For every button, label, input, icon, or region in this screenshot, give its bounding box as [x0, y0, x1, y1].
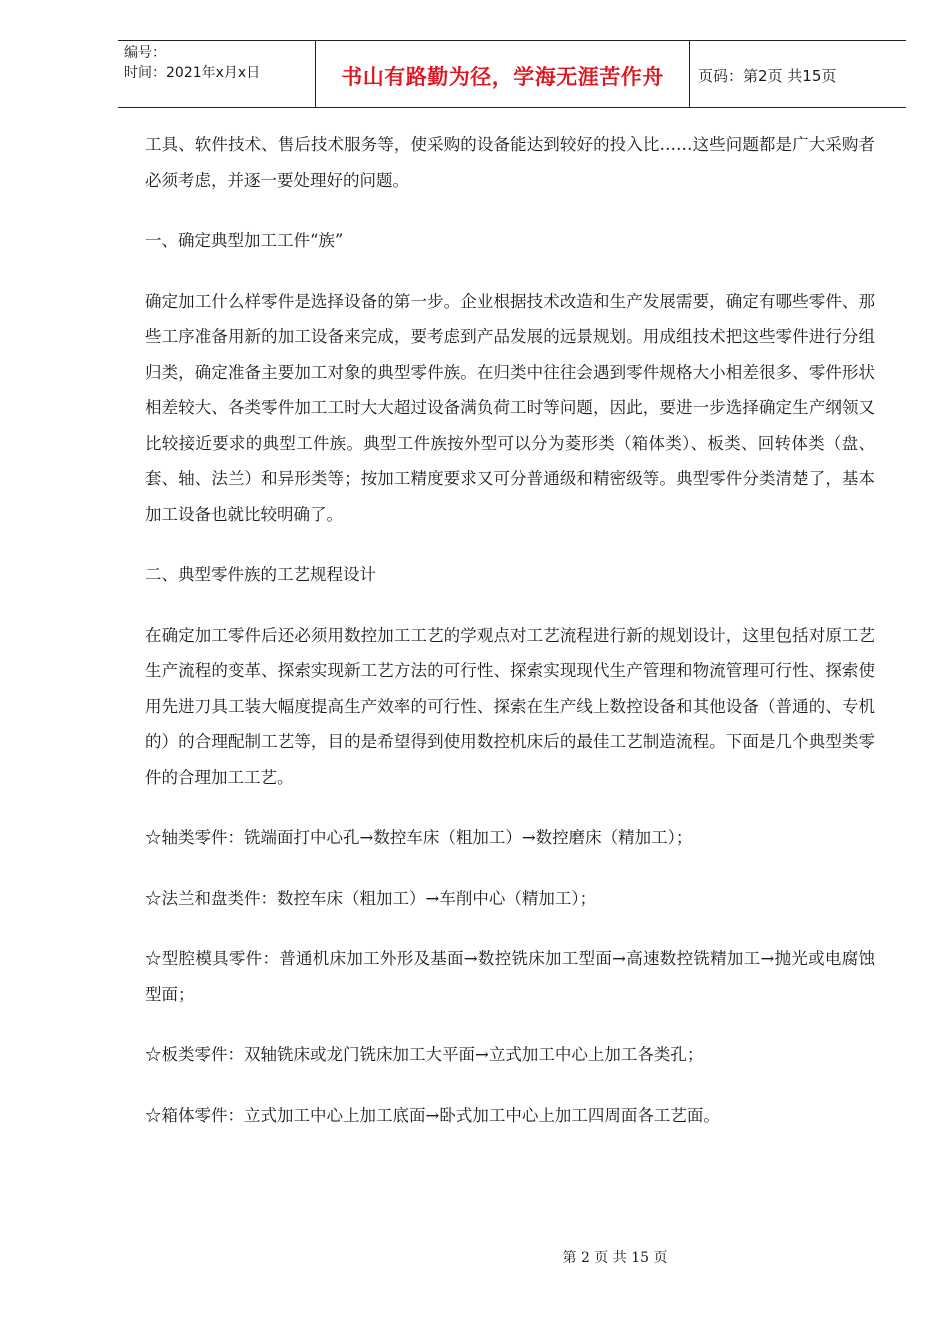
list-item-plate-parts: ☆板类零件：双轴铣床或龙门铣床加工大平面→立式加工中心上加工各类孔；: [145, 1045, 704, 1064]
serial-number-label: 编号：: [124, 45, 166, 61]
paragraph-process-design: 在确定加工零件后还必须用数控加工工艺的学观点对工艺流程进行新的规划设计，这里包括对原工艺生产流程的变革、探索实现新工艺方法的可行性、探索实现现代生产管理和物流管理可行性、探索使用先进刀具工装大幅度提高生产效率的可行性、探索在生产线上数控设备和其他设备（普通的、专机的）的合理配制工艺等，目的是希望得到使用数控机床后的最佳工艺制造流程。下面是几个典型类零件的合理加工工艺。: [145, 625, 875, 787]
list-item-box-parts: ☆箱体零件：立式加工中心上加工底面→卧式加工中心上加工四周面各工艺面。: [145, 1105, 720, 1125]
header-motto: 书山有路勤为径，学海无涯苦作舟: [316, 41, 690, 107]
list-item-shaft-parts: ☆轴类零件：铣端面打中心孔→数控车床（粗加工）→数控磨床（精加工）；: [145, 828, 693, 847]
paragraph-continuation: 工具、软件技术、售后技术服务等，使采购的设备能达到较好的投入比……这些问题都是广大采购者必须考虑，并逐一要处理好的问题。: [145, 135, 875, 190]
header-page-info: 页码：第2页 共15页: [698, 66, 837, 85]
date-label: 时间：2021年x月x日: [124, 65, 261, 81]
document-body: [145, 127, 875, 1158]
section-heading-2: 二、典型零件族的工艺规程设计: [145, 565, 376, 584]
page-footer: 第 2 页 共 15 页: [562, 1250, 668, 1266]
list-item-mold-parts: ☆型腔模具零件：普通机床加工外形及基面→数控铣床加工型面→高速数控铣精加工→抛光或电腐蚀型面；: [145, 949, 875, 1004]
list-item-flange-disc-parts: ☆法兰和盘类件：数控车床（粗加工）→车削中心（精加工）；: [145, 888, 597, 908]
header-meta: [118, 41, 316, 107]
page-header: [118, 40, 906, 108]
section-heading-1: 一、确定典型加工工件“族”: [145, 231, 344, 250]
paragraph-part-family: 确定加工什么样零件是选择设备的第一步。企业根据技术改造和生产发展需要，确定有哪些零件、那些工序准备用新的加工设备来完成，要考虑到产品发展的远景规划。用成组技术把这些零件进行分组归类，确定准备主要加工对象的典型零件族。在归类中往往会遇到零件规格大小相差很多、零件形状相差较大、各类零件加工工时大大超过设备满负荷工时等问题，因此，要进一步选择确定生产纲领又比较接近要求的典型工件族。典型工件族按外型可以分为菱形类（箱体类）、板类、回转体类（盘、套、轴、法兰）和异形类等；按加工精度要求又可分普通级和精密级等。典型零件分类清楚了，基本加工设备也就比较明确了。: [145, 291, 875, 524]
